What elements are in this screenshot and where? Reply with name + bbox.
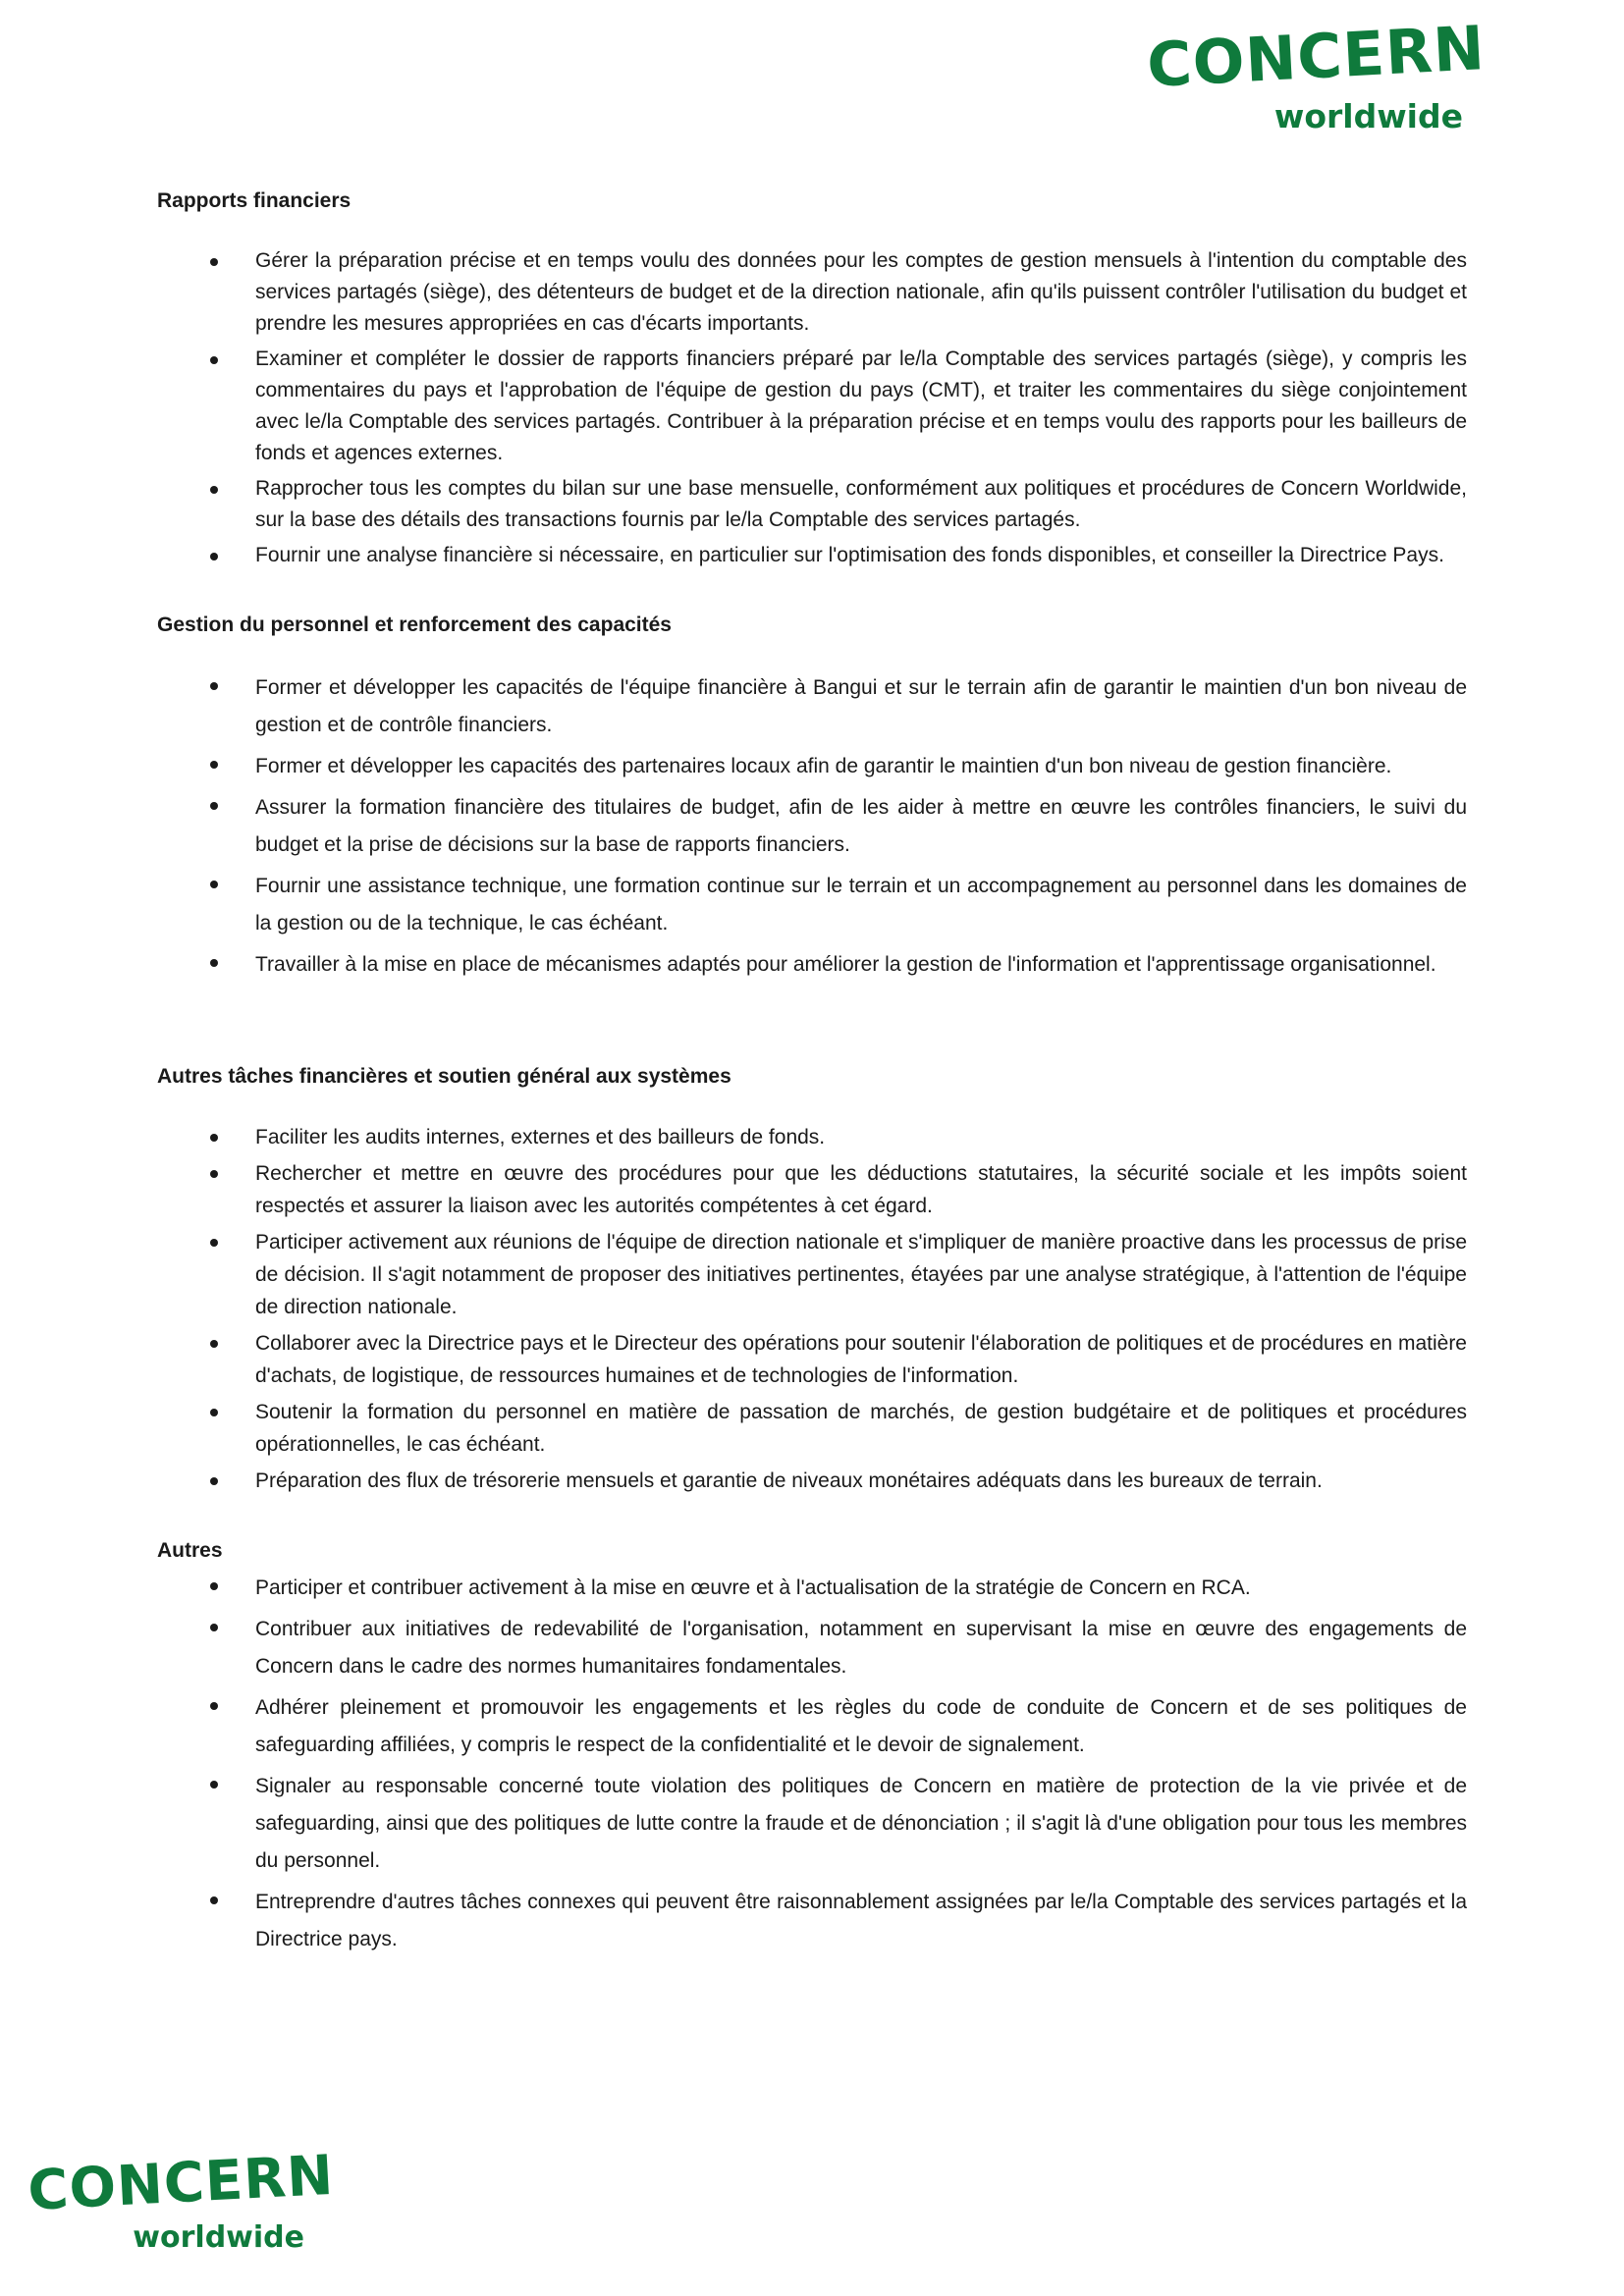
bullet-icon <box>210 1134 218 1142</box>
concern-logo-footer <box>26 2143 336 2255</box>
section-autres-taches <box>157 1062 1467 1497</box>
logo-subtitle: worldwide <box>133 2220 304 2255</box>
list-item: Adhérer pleinement et promouvoir les engagements et les règles du code de conduite de Concern et de ses politiques de safeguarding affiliées, y compris le respect de la confidentialité et le devoir de signalement. <box>157 1689 1467 1764</box>
bullet-icon <box>210 802 218 810</box>
bullet-icon <box>210 1340 218 1348</box>
bullet-list <box>157 1121 1467 1497</box>
section-autres <box>157 1536 1467 1958</box>
bullet-icon <box>210 761 218 769</box>
bullet-icon <box>210 553 218 561</box>
bullet-icon <box>210 1781 218 1789</box>
list-item: Fournir une assistance technique, une formation continue sur le terrain et un accompagnement au personnel dans les domaines de la gestion ou de la technique, le cas échéant. <box>157 868 1467 942</box>
bullet-icon <box>210 1409 218 1416</box>
list-item: Participer activement aux réunions de l'équipe de direction nationale et s'impliquer de manière proactive dans les processus de prise de décision. Il s'agit notamment de proposer des initiatives pertinentes, étayées par une analyse stratégique, à l'attention de l'équipe de direction nationale. <box>157 1226 1467 1323</box>
bullet-icon <box>210 682 218 690</box>
bullet-icon <box>210 881 218 888</box>
bullet-icon <box>210 1582 218 1590</box>
section-heading: Autres <box>157 1539 223 1562</box>
bullet-icon <box>210 1239 218 1247</box>
list-item: Rechercher et mettre en œuvre des procédures pour que les déductions statutaires, la sécurité sociale et les impôts soient respectés et assurer la liaison avec les autorités compétentes à cet égard. <box>157 1157 1467 1222</box>
list-item: Participer et contribuer activement à la mise en œuvre et à l'actualisation de la stratégie de Concern en RCA. <box>157 1570 1467 1607</box>
section-gestion-personnel <box>157 611 1467 984</box>
list-item: Travailler à la mise en place de mécanismes adaptés pour améliorer la gestion de l'information et l'apprentissage organisationnel. <box>157 946 1467 984</box>
logo-wordmark: CONCERN <box>1145 12 1488 101</box>
list-item: Examiner et compléter le dossier de rapports financiers préparé par le/la Comptable des services partagés (siège), y compris les commentaires du pays et l'approbation de l'équipe de gestion du pays (CMT), et traiter les commentaires du siège conjointement avec le/la Comptable des services partagés. Contribuer à la préparation précise et en temps voulu des rapports pour les bailleurs de fonds et agences externes. <box>157 344 1467 469</box>
section-heading: Autres tâches financières et soutien général aux systèmes <box>157 1065 731 1088</box>
bullet-icon <box>210 1170 218 1178</box>
bullet-list <box>157 669 1467 984</box>
bullet-icon <box>210 258 218 266</box>
list-item: Soutenir la formation du personnel en matière de passation de marchés, de gestion budgétaire et de politiques et procédures opérationnelles, le cas échéant. <box>157 1396 1467 1461</box>
document-body <box>157 187 1467 1962</box>
list-item: Contribuer aux initiatives de redevabilité de l'organisation, notamment en supervisant la mise en œuvre des engagements de Concern dans le cadre des normes humanitaires fondamentales. <box>157 1611 1467 1685</box>
list-item: Former et développer les capacités des partenaires locaux afin de garantir le maintien d'un bon niveau de gestion financière. <box>157 748 1467 785</box>
concern-logo-header <box>1145 12 1488 135</box>
bullet-icon <box>210 1896 218 1904</box>
bullet-icon <box>210 1624 218 1631</box>
list-item: Fournir une analyse financière si nécessaire, en particulier sur l'optimisation des fonds disponibles, et conseiller la Directrice Pays. <box>157 540 1467 571</box>
list-item: Gérer la préparation précise et en temps voulu des données pour les comptes de gestion mensuels à l'intention du comptable des services partagés (siège), des détenteurs de budget et de la direction nationale, afin qu'ils puissent contrôler l'utilisation du budget et prendre les mesures appropriées en cas d'écarts importants. <box>157 245 1467 340</box>
bullet-icon <box>210 959 218 967</box>
bullet-icon <box>210 356 218 364</box>
section-rapports-financiers <box>157 187 1467 571</box>
bullet-icon <box>210 486 218 494</box>
list-item: Former et développer les capacités de l'équipe financière à Bangui et sur le terrain afin de garantir le maintien d'un bon niveau de gestion et de contrôle financiers. <box>157 669 1467 744</box>
list-item: Assurer la formation financière des titulaires de budget, afin de les aider à mettre en œuvre les contrôles financiers, le suivi du budget et la prise de décisions sur la base de rapports financiers. <box>157 789 1467 864</box>
bullet-list <box>157 1570 1467 1958</box>
section-heading: Rapports financiers <box>157 189 352 212</box>
bullet-icon <box>210 1477 218 1485</box>
logo-wordmark: CONCERN <box>26 2143 336 2223</box>
list-item: Signaler au responsable concerné toute violation des politiques de Concern en matière de protection de la vie privée et de safeguarding, ainsi que des politiques de lutte contre la fraude et de dénonciation ; il s'agit là d'une obligation pour tous les membres du personnel. <box>157 1768 1467 1880</box>
logo-subtitle: worldwide <box>1273 97 1463 135</box>
list-item: Faciliter les audits internes, externes et des bailleurs de fonds. <box>157 1121 1467 1153</box>
bullet-list <box>157 245 1467 571</box>
list-item: Collaborer avec la Directrice pays et le Directeur des opérations pour soutenir l'élaboration de politiques et de procédures en matière d'achats, de logistique, de ressources humaines et de technologies de l'information. <box>157 1327 1467 1392</box>
list-item: Rapprocher tous les comptes du bilan sur une base mensuelle, conformément aux politiques et procédures de Concern Worldwide, sur la base des détails des transactions fournis par le/la Comptable des services partagés. <box>157 473 1467 536</box>
list-item: Préparation des flux de trésorerie mensuels et garantie de niveaux monétaires adéquats dans les bureaux de terrain. <box>157 1465 1467 1497</box>
list-item: Entreprendre d'autres tâches connexes qui peuvent être raisonnablement assignées par le/la Comptable des services partagés et la Directrice pays. <box>157 1884 1467 1958</box>
section-heading: Gestion du personnel et renforcement des capacités <box>157 614 672 636</box>
bullet-icon <box>210 1702 218 1710</box>
